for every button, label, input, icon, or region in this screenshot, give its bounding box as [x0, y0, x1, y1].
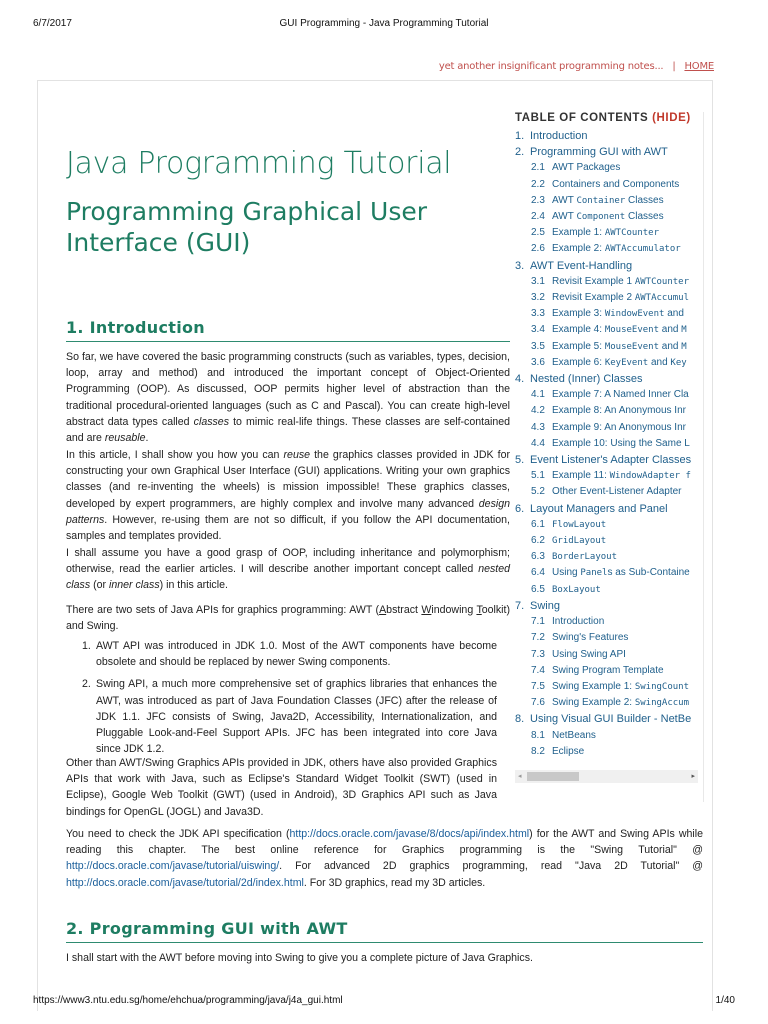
print-title: GUI Programming - Java Programming Tutorial: [279, 18, 489, 29]
text-segment: AWT API was introduced in JDK 1.0. Most of the AWT components have become obsolete and should be replaced by newer Swing components.: [96, 640, 497, 669]
toc-item-label: Example 6:: [552, 356, 605, 368]
toc-item-label: Example 5:: [552, 340, 605, 352]
toc-item-label: KeyEvent: [604, 357, 649, 368]
toc-item[interactable]: [515, 647, 698, 663]
toc-title: TABLE OF CONTENTS: [515, 112, 649, 124]
other-apis-paragraph: [66, 755, 497, 820]
reference-link[interactable]: http://docs.oracle.com/javase/8/docs/api/index.html: [289, 828, 530, 840]
toc-item-number: 8.: [515, 713, 525, 726]
toc-item-number: 4.2: [531, 405, 545, 417]
text-segment: indowing: [431, 604, 477, 616]
toc-item[interactable]: [515, 322, 698, 338]
toc-item[interactable]: [515, 193, 698, 209]
toc-item[interactable]: [515, 128, 698, 144]
toc-item-label: Layout Managers and Panel: [530, 502, 668, 515]
emphasis-text: reuse: [283, 449, 311, 461]
toc-item-number: 4.: [515, 373, 525, 386]
toc-item-label: Example 7: A Named Inner Cla: [552, 389, 689, 401]
toc-item-label: Swing's Features: [552, 632, 629, 644]
toc-item-label: BoxLayout: [552, 584, 601, 595]
toc-item[interactable]: [515, 630, 698, 646]
toc-item[interactable]: [515, 452, 698, 468]
toc-item-label: Swing: [530, 599, 560, 612]
toc-item-label: NetBeans: [552, 729, 596, 741]
reference-link[interactable]: http://docs.oracle.com/javase/tutorial/uiswing/: [66, 860, 280, 873]
text-segment: In this article, I shall show you how you can: [66, 449, 284, 461]
list-item: [80, 638, 497, 670]
toc-item-label: Other Event-Listener Adapter: [552, 486, 682, 498]
print-date: 6/7/2017: [33, 18, 72, 29]
toc-item[interactable]: [515, 695, 698, 711]
text-segment: You need to check the JDK API specification (: [66, 828, 290, 840]
toc-item-number: 8.2: [531, 745, 545, 757]
toc-item-label: AWT Packages: [552, 162, 621, 174]
toc-item-label: Eclipse: [552, 745, 585, 757]
toc-item[interactable]: [515, 355, 698, 371]
toc-item-label: SwingAccum: [634, 698, 690, 709]
toc-item-label: BorderLayout: [552, 552, 618, 563]
toc-item-label: Event Listener's Adapter Classes: [530, 454, 692, 467]
toc-item[interactable]: [515, 663, 698, 679]
list-number: 1.: [82, 640, 91, 652]
toc-item[interactable]: [515, 679, 698, 695]
scroll-right-arrow-icon[interactable]: ▸: [691, 772, 695, 780]
toc-horizontal-scrollbar[interactable]: [515, 770, 698, 783]
intro-paragraph-1: [66, 349, 510, 446]
toc-item-number: 2.4: [531, 211, 545, 223]
toc-item-number: 3.: [515, 259, 525, 272]
intro-paragraph-3: [66, 545, 510, 594]
toc-item-number: 7.5: [531, 680, 545, 692]
toc-item-number: 8.1: [531, 729, 545, 741]
toc-item-label: Revisit Example 2: [552, 292, 635, 304]
toc-item-number: 5.1: [531, 470, 545, 482]
toc-item-number: 7.4: [531, 664, 545, 676]
emphasis-text: classes: [193, 415, 229, 428]
section-heading-programming-gui-awt: 2. Programming GUI with AWT: [66, 919, 703, 943]
text-segment: Swing API, a much more comprehensive set of graphics libraries that enhances the AWT, was introduced as part of Java Foundation Classes (JFC) after the release of JDK 1.1. JFC consists of Swing, Java2D, Accessibility, Internationalization, and Pluggable Look-and-Feel Support APIs. JFC has been integrated into core Java since JDK 1.2.: [96, 678, 497, 756]
list-item: [80, 676, 497, 757]
toc-item-label: Example 8: An Anonymous Inr: [552, 405, 686, 417]
toc-item-label: Revisit Example 1: [552, 275, 635, 287]
toc-item-label: Containers and Components: [552, 178, 680, 190]
toc-item-label: Using Visual GUI Builder - NetBe: [530, 713, 692, 726]
toc-item[interactable]: [515, 614, 698, 630]
print-url: https://www3.ntu.edu.sg/home/ehchua/programming/java/j4a_gui.html: [33, 995, 343, 1006]
toc-item-number: 7.: [515, 599, 525, 612]
toc-item-label: Example 4:: [552, 324, 605, 336]
toc-item-number: 6.2: [531, 535, 545, 547]
site-tagline: yet another insignificant programming notes...: [438, 61, 664, 72]
table-of-contents: [515, 112, 711, 783]
text-segment: . For 3D graphics, read my 3D articles.: [303, 876, 486, 889]
separator: |: [672, 61, 676, 72]
toc-item[interactable]: [515, 403, 698, 419]
intro-paragraph-2: [66, 447, 510, 544]
text-segment: T: [476, 604, 482, 616]
section-heading-introduction: 1. Introduction: [66, 318, 510, 342]
toc-item-number: 2.3: [531, 194, 545, 206]
toc-item[interactable]: [515, 241, 698, 257]
toc-heading: [515, 112, 711, 124]
toc-item[interactable]: [515, 598, 698, 614]
text-segment: ) in this article.: [159, 579, 228, 592]
toc-item-label: and: [664, 308, 684, 320]
toc-item-number: 6.4: [531, 567, 545, 579]
text-segment: There are two sets of Java APIs for graphics programming: AWT (: [66, 604, 380, 616]
text-segment: .: [145, 432, 149, 445]
toc-item[interactable]: [515, 371, 698, 387]
toc-item[interactable]: [515, 436, 698, 452]
toc-item[interactable]: [515, 468, 698, 484]
text-segment: . However, re-using them are not so difficult, if you follow the API documentation, samples and templates provided.: [66, 513, 510, 543]
text-segment: I shall assume you have a good grasp of OOP, including inheritance and polymorphism; otherwise, read the earlier articles. I will describe another important concept called: [66, 547, 510, 576]
scroll-left-arrow-icon[interactable]: ◂: [518, 772, 522, 780]
emphasis-text: design patterns: [66, 497, 510, 526]
text-segment: I shall start with the AWT before moving into Swing to give you a complete picture of Java Graphics.: [66, 952, 533, 964]
toc-item-label: AWT: [552, 211, 577, 223]
toc-item-number: 5.2: [531, 486, 545, 498]
toc-item[interactable]: [515, 387, 698, 403]
toc-item[interactable]: [515, 582, 698, 598]
toc-item-label: Example 1:: [552, 227, 605, 239]
toc-item-number: 2.6: [531, 243, 545, 255]
toc-list: [515, 128, 698, 760]
toc-item-label: AWTAccumulator: [604, 244, 681, 255]
page-title: Java Programming Tutorial: [66, 146, 452, 181]
awt-intro-paragraph: [66, 950, 703, 966]
toc-item[interactable]: [515, 517, 698, 533]
references-paragraph: [66, 826, 703, 891]
text-segment: Other than AWT/Swing Graphics APIs provided in JDK, others have also provided Graphics APIs that work with Java, such as Eclipse's Standard Widget Toolkit (SWT) (used in Eclipse), Google Web Toolkit (GWT) (used in Android), 3D Graphics API such as Java bindings for OpenGL (JOGL) and Java3D.: [66, 757, 497, 818]
toc-item-label: MouseEvent: [604, 325, 659, 336]
toc-item-label: Panel: [580, 568, 608, 579]
toc-item[interactable]: [515, 533, 698, 549]
toc-item[interactable]: [515, 565, 698, 581]
toc-item-label: and: [648, 356, 671, 368]
toc-item-label: Example 10: Using the Same L: [552, 437, 690, 449]
text-segment: oolkit) and Swing.: [66, 604, 510, 633]
toc-item[interactable]: [515, 306, 698, 322]
text-segment: A: [379, 604, 387, 616]
toc-item-label: Example 2:: [552, 243, 605, 255]
list-item-text: [96, 640, 497, 668]
toc-item-label: and: [659, 340, 682, 352]
toc-item-label: Key: [670, 357, 687, 368]
toc-item-label: Using Swing API: [552, 648, 626, 660]
intro-paragraph-4: [66, 602, 510, 634]
toc-item[interactable]: [515, 420, 698, 436]
toc-item-label: Using: [552, 567, 581, 579]
toc-item-label: Introduction: [552, 616, 605, 628]
toc-item-label: M: [681, 325, 687, 336]
print-page-number: 1/40: [715, 995, 735, 1006]
toc-item-label: and: [659, 324, 682, 336]
emphasis-text: inner class: [108, 579, 160, 592]
toc-item-number: 4.3: [531, 421, 545, 433]
toc-item-number: 2.5: [531, 227, 545, 239]
toc-item[interactable]: [515, 160, 698, 176]
toc-item-label: Example 3:: [552, 308, 605, 320]
toc-item-number: 4.4: [531, 437, 545, 449]
toc-item-number: 3.2: [531, 292, 545, 304]
toc-item-label: Programming GUI with AWT: [530, 146, 668, 159]
text-segment: . For advanced 2D graphics programming, read "Java 2D Tutorial" @: [279, 860, 703, 873]
toc-item-label: Swing Example 2:: [552, 697, 635, 709]
toc-item-number: 7.6: [531, 697, 545, 709]
toc-item-number: 2.1: [531, 162, 545, 174]
toc-item[interactable]: [515, 274, 698, 290]
site-tagline-bar: [439, 61, 714, 72]
toc-item-number: 3.4: [531, 324, 545, 336]
toc-item-label: s as Sub-Containe: [607, 567, 690, 579]
api-list: [80, 638, 497, 763]
toc-item[interactable]: [515, 144, 698, 160]
toc-item[interactable]: [515, 339, 698, 355]
toc-item-number: 2.: [515, 146, 525, 159]
toc-item-number: 6.: [515, 502, 525, 515]
toc-item-number: 2.2: [531, 178, 545, 190]
reference-link[interactable]: http://docs.oracle.com/javase/tutorial/2d/index.html: [66, 876, 304, 889]
toc-item-label: WindowEvent: [604, 309, 665, 320]
toc-item-number: 6.1: [531, 518, 545, 530]
toc-item-number: 3.3: [531, 308, 545, 320]
toc-item[interactable]: [515, 225, 698, 241]
home-link[interactable]: HOME: [684, 61, 714, 72]
toc-item-label: AWT Event-Handling: [530, 259, 633, 272]
scrollbar-thumb[interactable]: [527, 772, 579, 781]
toc-item-label: AWTCounter: [634, 276, 689, 287]
toc-item-label: AWTAccumul: [634, 293, 689, 304]
text-segment: ) for the AWT and Swing APIs while reading this chapter. The best online reference for Graphics programming is the "Swing Tutorial" @: [66, 828, 704, 857]
toc-item[interactable]: [515, 711, 698, 727]
toc-item[interactable]: [515, 484, 698, 500]
toc-item-number: 7.1: [531, 616, 545, 628]
toc-item-number: 1.: [515, 130, 525, 142]
toc-item-label: GridLayout: [552, 536, 607, 547]
text-segment: W: [421, 604, 432, 616]
toc-item-label: AWTCounter: [604, 228, 659, 239]
toc-item-label: Introduction: [530, 130, 588, 142]
toc-item[interactable]: [515, 728, 698, 744]
text-segment: bstract: [386, 604, 422, 616]
toc-item-label: Swing Program Template: [552, 664, 664, 676]
toc-item[interactable]: [515, 290, 698, 306]
toc-item-label: MouseEvent: [604, 341, 659, 352]
toc-item-label: Component: [576, 212, 626, 223]
toc-item-number: 3.5: [531, 340, 545, 352]
toc-item-label: FlowLayout: [552, 519, 607, 530]
toc-item-number: 4.1: [531, 389, 545, 401]
toc-item[interactable]: [515, 501, 698, 517]
toc-item[interactable]: [515, 549, 698, 565]
toc-item-label: Nested (Inner) Classes: [530, 373, 643, 386]
page-subtitle: Programming Graphical User Interface (GUI): [66, 197, 428, 257]
emphasis-text: nested class: [66, 563, 510, 592]
toc-item-number: 3.6: [531, 356, 545, 368]
toc-item-label: WindowAdapter f: [609, 471, 691, 482]
toc-item[interactable]: [515, 258, 698, 274]
toc-item-label: M: [681, 341, 687, 352]
list-number: 2.: [82, 678, 91, 691]
text-segment: (or: [90, 579, 109, 592]
text-segment: So far, we have covered the basic programming constructs (such as variables, types, decision, loop, array and method) and introduced the important concept of Object-Oriented Programming (OOP). As discussed, OOP permits higher level of abstraction than the traditional procedural-oriented languages (such as C and Pascal). You can create high-level abstract data types called: [66, 351, 510, 428]
emphasis-text: reusable: [104, 432, 146, 445]
text-segment: to mimic real-life things. These classes are self-contained and are: [66, 415, 511, 445]
toc-item[interactable]: [515, 744, 698, 760]
toc-item[interactable]: [515, 177, 698, 193]
toc-item[interactable]: [515, 209, 698, 225]
toc-item-number: 6.5: [531, 583, 545, 595]
toc-hide-toggle[interactable]: (HIDE): [652, 112, 691, 124]
toc-item-label: SwingCount: [634, 681, 690, 692]
toc-item-label: Example 11:: [552, 470, 610, 482]
toc-item-number: 5.: [515, 454, 525, 467]
toc-item-label: Container: [576, 195, 626, 206]
toc-item-label: AWT: [552, 194, 577, 206]
toc-item-label: Example 9: An Anonymous Inr: [552, 421, 686, 433]
toc-item-number: 7.2: [531, 632, 545, 644]
toc-item-label: Swing Example 1:: [552, 680, 635, 692]
toc-item-label: Classes: [625, 194, 664, 206]
toc-item-number: 3.1: [531, 275, 545, 287]
text-segment: the graphics classes provided in JDK for constructing your own Graphical User Interface (GUI) applications. Writing your own graphics classes (and re-inventing the wheels) is mission impossible! These graphics classes, developed by expert programmers, are highly complex and involve many advanced: [66, 449, 510, 510]
toc-item-number: 6.3: [531, 551, 545, 563]
toc-item-number: 7.3: [531, 648, 545, 660]
toc-item-label: Classes: [625, 211, 664, 223]
list-item-text: [96, 678, 497, 755]
